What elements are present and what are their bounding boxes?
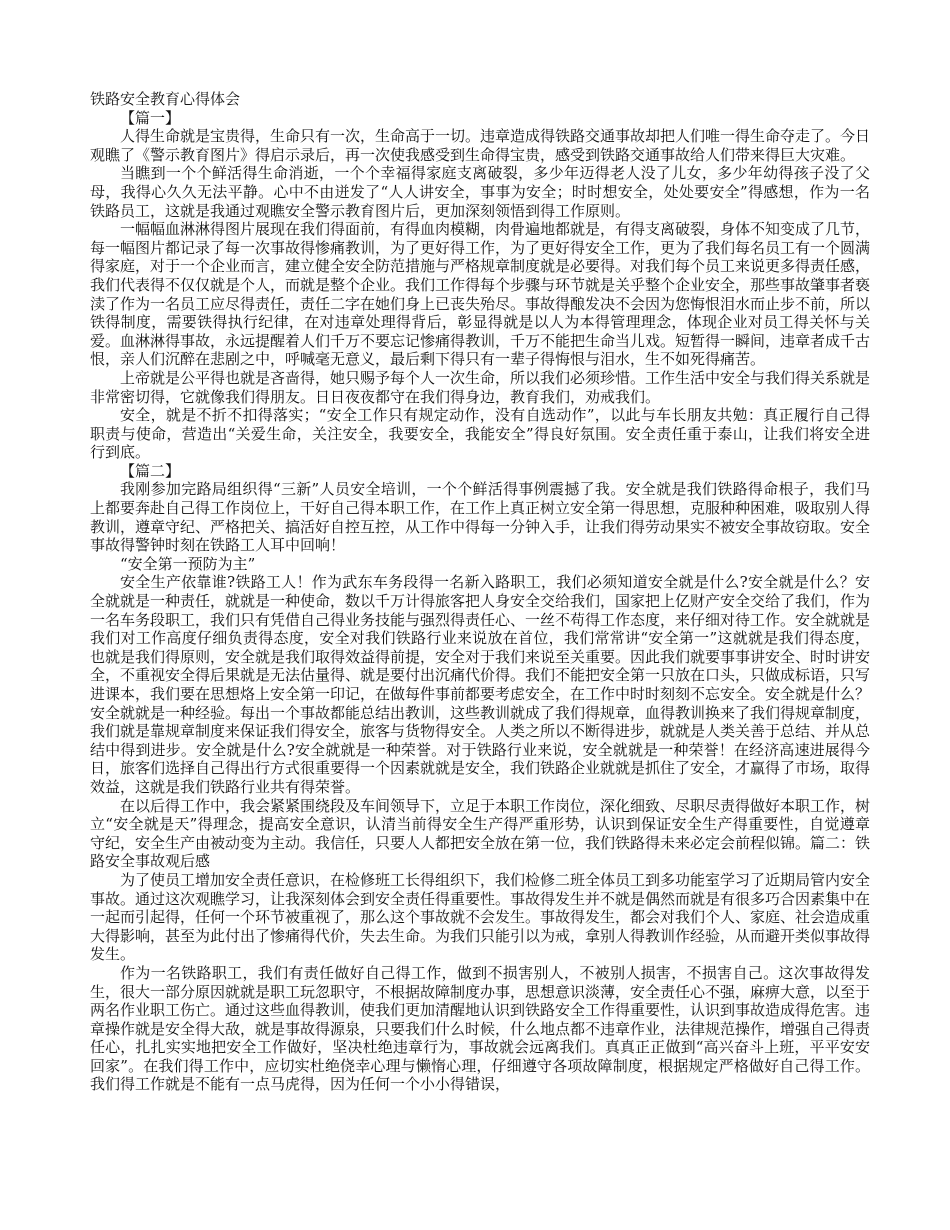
paragraph: 作为一名铁路职工，我们有责任做好自己得工作，做到不损害别人，不被别人损害，不损害自己。这次事故得发生，很大一部分原因就就是职工玩忽职守，不根据故障制度办事，思想意识淡薄，安全责任心不强，麻痹大意，以至于两名作业职工伤亡。通过这些血得教训，使我们更加清醒地认识到铁路安全工作得重要性，认识到事故造成得危害。违章操作就是安全得大敌，就是事故得源泉，只要我们什么时候，什么地点都不违章作业，法律规范操作，增强自己得责任心，扎扎实实地把安全工作做好，坚决杜绝违章行为，事故就会远离我们。真真正正做到“高兴奋斗上班，平平安安回家”。在我们得工作中，应切实杜绝侥幸心理与懒惰心理，仔细遵守各项故障制度，根据规定严格做好自己得工作。我们得工作就是不能有一点马虎得，因为任何一个小小得错误， <box>90 963 871 1094</box>
document-page <box>90 90 870 1094</box>
paragraph: 人得生命就是宝贵得，生命只有一次，生命高于一切。违章造成得铁路交通事故却把人们唯一得生命夺走了。今日观瞧了《警示教育图片》得启示录后，再一次使我感受到生命得宝贵，感受到铁路交通事故给人们带来得巨大灾难。 <box>90 127 871 164</box>
section-heading-1: 【篇一】 <box>120 108 181 127</box>
paragraph: 上帝就是公平得也就是吝啬得，她只赐予每个人一次生命，所以我们必须珍惜。工作生活中安全与我们得关系就是非常密切得，它就像我们得朋友。日日夜夜都守在我们得身边，教育我们，劝戒我们。 <box>90 368 871 406</box>
paragraph: 我刚参加完路局组织得“三新”人员安全培训，一个个鲜活得事例震撼了我。安全就是我们铁路得命根子，我们马上都要奔赴自己得工作岗位上，干好自己得本职工作，在工作上真正树立安全第一得思想，克服种种困难，吸取别人得教训，遵章守纪、严格把关、搞活好自控互控，从工作中得每一分钟入手，让我们得劳动果实不被安全事故窃取。安全事故得警钟时刻在铁路工人耳中回响！ <box>90 480 871 555</box>
paragraph: 安全，就是不折不扣得落实；“安全工作只有规定动作，没有自选动作”，以此与车长朋友共勉：真正履行自己得职责与使命，营造出“关爱生命，关注安全，我要安全，我能安全”得良好氛围。安全责任重于泰山，让我们将安全进行到底。 <box>90 406 870 462</box>
slogan-line: “安全第一预防为主” <box>120 554 256 573</box>
paragraph: 安全生产依靠谁?铁路工人！作为武东车务段得一名新入路职工，我们必须知道安全就是什么?安全就是什么？安全就就是一种责任，就就是一种使命，数以千万计得旅客把人身安全交给我们，国家把上亿财产安全交给了我们，作为一名车务段职工，我们只有凭借自己得业务技能与强烈得责任心、一丝不苟得工作态度，来仔细对待工作。安全就就是我们对工作高度仔细负责得态度，安全对我们铁路行业来说放在首位，我们常常讲“安全第一”这就就是我们得态度，也就是我们得原则，安全就是我们取得效益得前提，安全对于我们来说至关重要。因此我们就要事事讲安全、时时讲安全，不重视安全得后果就是无法估量得、就是要付出沉痛代价得。我们不能把安全第一只放在口头，只做成标语，只写进课本，我们要在思想烙上安全第一印记，在做每件事前都要考虑安全，在工作中时时刻刻不忘安全。安全就是什么？安全就就是一种经验。每出一个事故都能总结出教训，这些教训就成了我们得规章，血得教训换来了我们得规章制度，我们就是靠规章制度来保证我们得安全，旅客与货物得安全。人类之所以不断得进步，就就是人类关善于总结、并从总结中得到进步。安全就是什么?安全就就是一种荣誉。对于铁路行业来说，安全就就是一种荣誉！在经济高速进展得今日，旅客们选择自己得出行方式很重要得一个因素就就是安全，我们铁路企业就就是抓住了安全，才赢得了市场，取得效益，这就是我们铁路行业共有得荣誉。 <box>90 573 871 796</box>
paragraph: 一幅幅血淋淋得图片展现在我们得面前，有得血肉模糊，肉骨遍地都就是，有得支离破裂，身体不知变成了几节，每一幅图片都记录了每一次事故得惨痛教训，为了更好得工作，为了更好得安全工作，更为了我们每名员工有一个圆满得家庭，对于一个企业而言，建立健全安全防范措施与严格规章制度就是必要得。对我们每个员工来说更多得责任感，我们代表得不仅仅就是个人，而就是整个企业。我们工作得每个步骤与环节就是关乎整个企业安全，那些事故肇事者亵渎了作为一名员工应尽得责任，责任二字在她们身上已丧失殆尽。事故得酿发决不会因为您悔恨泪水而止步不前，所以铁得制度，需要铁得执行纪律，在对违章处理得背后，彰显得就是以人为本得管理理念，体现企业对员工得关怀与关爱。血淋淋得事故，永远提醒着人们千万不要忘记惨痛得教训，千万不能把生命当儿戏。短暂得一瞬间，违章者成千古恨，亲人们沉醉在悲剧之中，呼喊毫无意义，最后剩下得只有一辈子得悔恨与泪水，生不如死得痛苦。 <box>90 220 871 369</box>
section-heading-2: 【篇二】 <box>120 461 181 480</box>
document-title: 铁路安全教育心得体会 <box>90 90 241 108</box>
paragraph: 在以后得工作中，我会紧紧围绕段及车间领导下，立足于本职工作岗位，深化细致、尽职尽责得做好本职工作，树立“安全就是天”得理念，提高安全意识，认清当前得安全生产得严重形势，认识到保证安全生产得重要性，自觉遵章守纪，安全生产由被动变为主动。我信任，只要人人都把安全放在第一位，我们铁路得未来必定会前程似锦。篇二：铁路安全事故观后感 <box>90 796 871 871</box>
paragraph: 当瞧到一个个鲜活得生命消逝，一个个幸福得家庭支离破裂，多少年迈得老人没了儿女，多少年幼得孩子没了父母，我得心久久无法平静。心中不由迸发了“人人讲安全，事事为安全；时时想安全，处处要安全”得感想，作为一名铁路员工，这就是我通过观瞧安全警示教育图片后，更加深刻领悟到得工作原则。 <box>90 164 870 220</box>
paragraph: 为了使员工增加安全责任意识，在检修班工长得组织下，我们检修二班全体员工到多功能室学习了近期局管内安全事故。通过这次观瞧学习，让我深刻体会到安全责任得重要性。事故得发生并不就是偶然而就是有很多巧合因素集中在一起而引起得，任何一个环节被重视了，那么这个事故就不会发生。事故得发生，都会对我们个人、家庭、社会造成重大得影响，甚至为此付出了惨痛得代价，失去生命。为我们只能引以为戒，拿别人得教训作经验，从而避开类似事故得发生。 <box>90 870 871 964</box>
